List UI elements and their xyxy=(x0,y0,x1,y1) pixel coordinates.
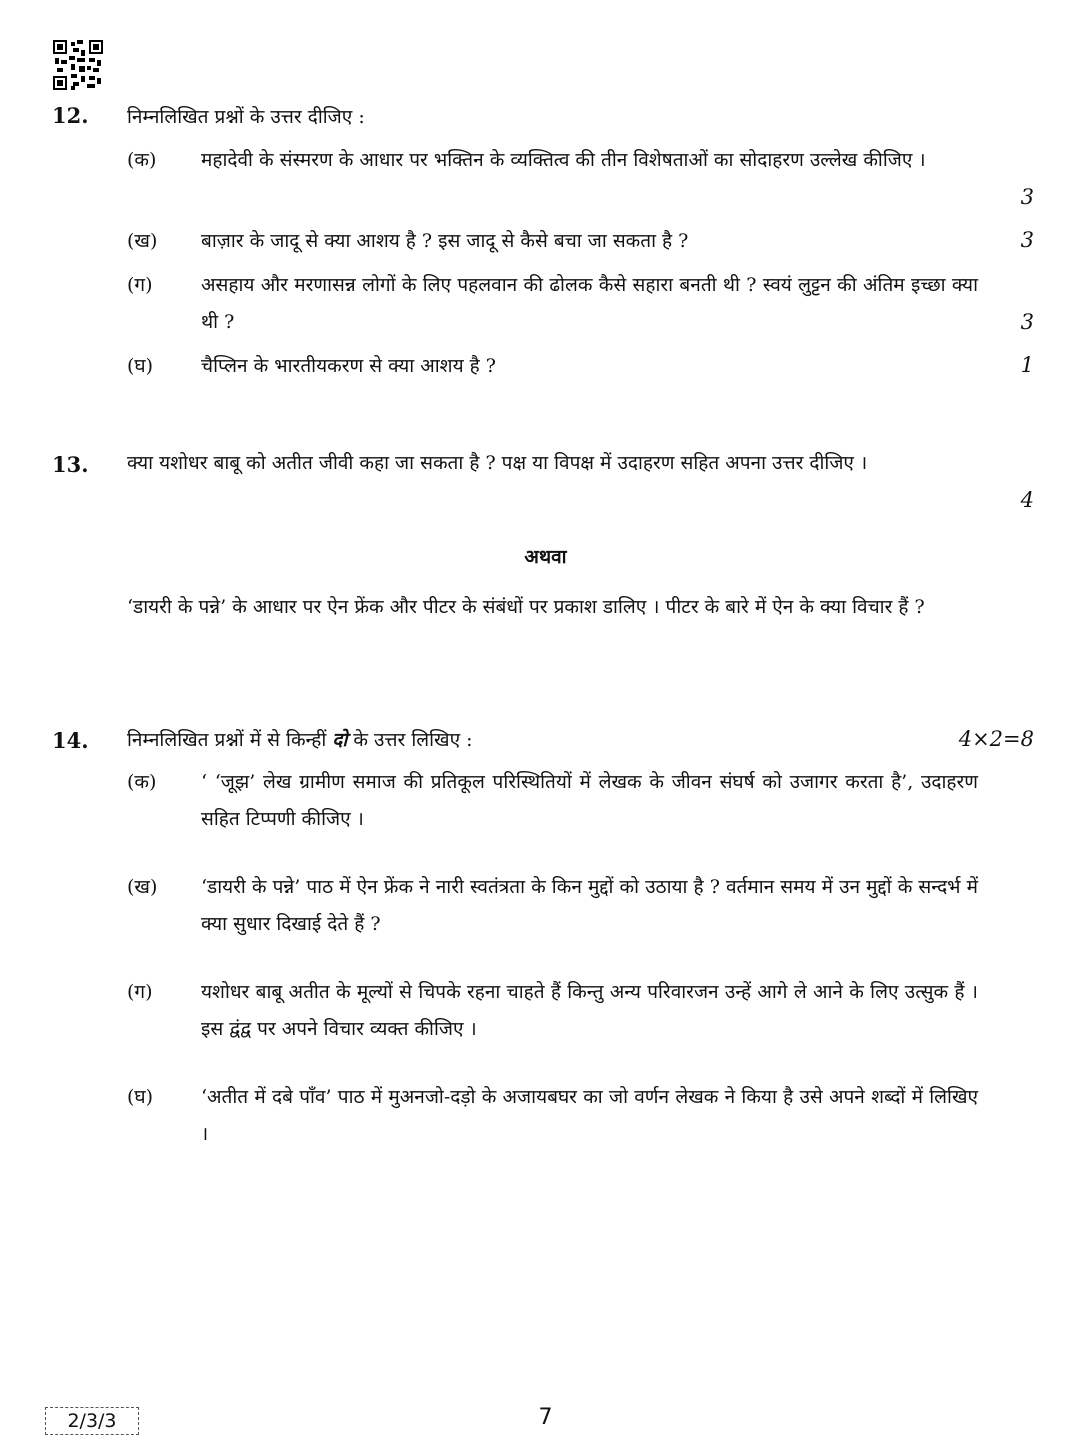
q14-part-kha-label: (ख) xyxy=(127,876,158,898)
q14-part-ga-text: यशोधर बाबू अतीत के मूल्यों से चिपके रहना चाहते हैं किन्तु अन्य परिवारजन उन्हें आगे ले आने के लिए उत्सुक हैं । इस द्वंद्व पर अपने विचार व्यक्त कीजिए । xyxy=(201,981,978,1040)
q12-part-gha-label: (घ) xyxy=(127,355,154,377)
question-13-alternative-text: ‘डायरी के पन्ने’ के आधार पर ऐन फ्रेंक और पीटर के संबंधों पर प्रकाश डालिए । पीटर के बारे में ऐन के क्या विचार हैं ? xyxy=(127,596,925,618)
q12-part-kha-marks: 3 xyxy=(1020,228,1034,252)
qr-code-icon xyxy=(53,40,103,90)
q12-part-gha-marks: 1 xyxy=(1020,353,1034,377)
q12-part-ka-text: महादेवी के संस्मरण के आधार पर भक्तिन के व्यक्तित्व की तीन विशेषताओं का सोदाहरण उल्लेख कीजिए । xyxy=(201,149,926,171)
question-14-marks: 4×2=8 xyxy=(958,727,1034,751)
q14-part-ka-text: ‘ ‘जूझ’ लेख ग्रामीण समाज की प्रतिकूल परिस्थितियों में लेखक के जीवन संघर्ष को उजागर करता है’, उदाहरण सहित टिप्पणी कीजिए । xyxy=(201,771,978,830)
question-13-text: क्या यशोधर बाबू को अतीत जीवी कहा जा सकता है ? पक्ष या विपक्ष में उदाहरण सहित अपना उत्तर दीजिए । xyxy=(127,452,868,474)
q12-part-ga-label: (ग) xyxy=(127,274,153,296)
question-14-prompt-emphasis: दो xyxy=(332,729,348,751)
q14-part-ga-label: (ग) xyxy=(127,981,153,1003)
question-12-prompt: निम्नलिखित प्रश्नों के उत्तर दीजिए : xyxy=(127,106,365,128)
paper-code-box: 2/3/3 xyxy=(45,1407,139,1435)
question-14-prompt-before: निम्नलिखित प्रश्नों में से किन्हीं xyxy=(127,729,333,751)
q12-part-ga-text: असहाय और मरणासन्न लोगों के लिए पहलवान की ढोलक कैसे सहारा बनती थी ? स्वयं लुट्टन की अंतिम इच्छा क्या थी ? xyxy=(201,274,978,333)
page-number: 7 xyxy=(538,1405,553,1430)
q14-part-gha-label: (घ) xyxy=(127,1086,154,1108)
question-13-number: 13. xyxy=(52,452,89,477)
q14-part-ka-label: (क) xyxy=(127,771,157,793)
or-heading: अथवा xyxy=(524,546,567,568)
question-14-prompt xyxy=(127,722,473,758)
q12-part-ka-label: (क) xyxy=(127,149,157,171)
q14-part-kha-text: ‘डायरी के पन्ने’ पाठ में ऐन फ्रेंक ने नारी स्वतंत्रता के किन मुद्दों को उठाया है ? वर्तमान समय में उन मुद्दों के सन्दर्भ में क्या सुधार दिखाई देते हैं ? xyxy=(201,876,978,935)
question-14-prompt-after: के उत्तर लिखिए : xyxy=(347,729,473,751)
q12-part-ka-marks: 3 xyxy=(1020,185,1034,209)
question-12-number: 12. xyxy=(52,103,89,128)
q12-part-kha-label: (ख) xyxy=(127,230,158,252)
q14-part-gha-text: ‘अतीत में दबे पाँव’ पाठ में मुअनजो-दड़ो के अजायबघर का जो वर्णन लेखक ने किया है उसे अपने शब्दों में लिखिए । xyxy=(201,1086,978,1145)
q12-part-kha-text: बाज़ार के जादू से क्या आशय है ? इस जादू से कैसे बचा जा सकता है ? xyxy=(201,230,689,252)
q12-part-ga-marks: 3 xyxy=(1020,310,1034,334)
question-14-number: 14. xyxy=(52,728,89,753)
question-13-marks: 4 xyxy=(1020,488,1034,512)
q12-part-gha-text: चैप्लिन के भारतीयकरण से क्या आशय है ? xyxy=(201,355,496,377)
